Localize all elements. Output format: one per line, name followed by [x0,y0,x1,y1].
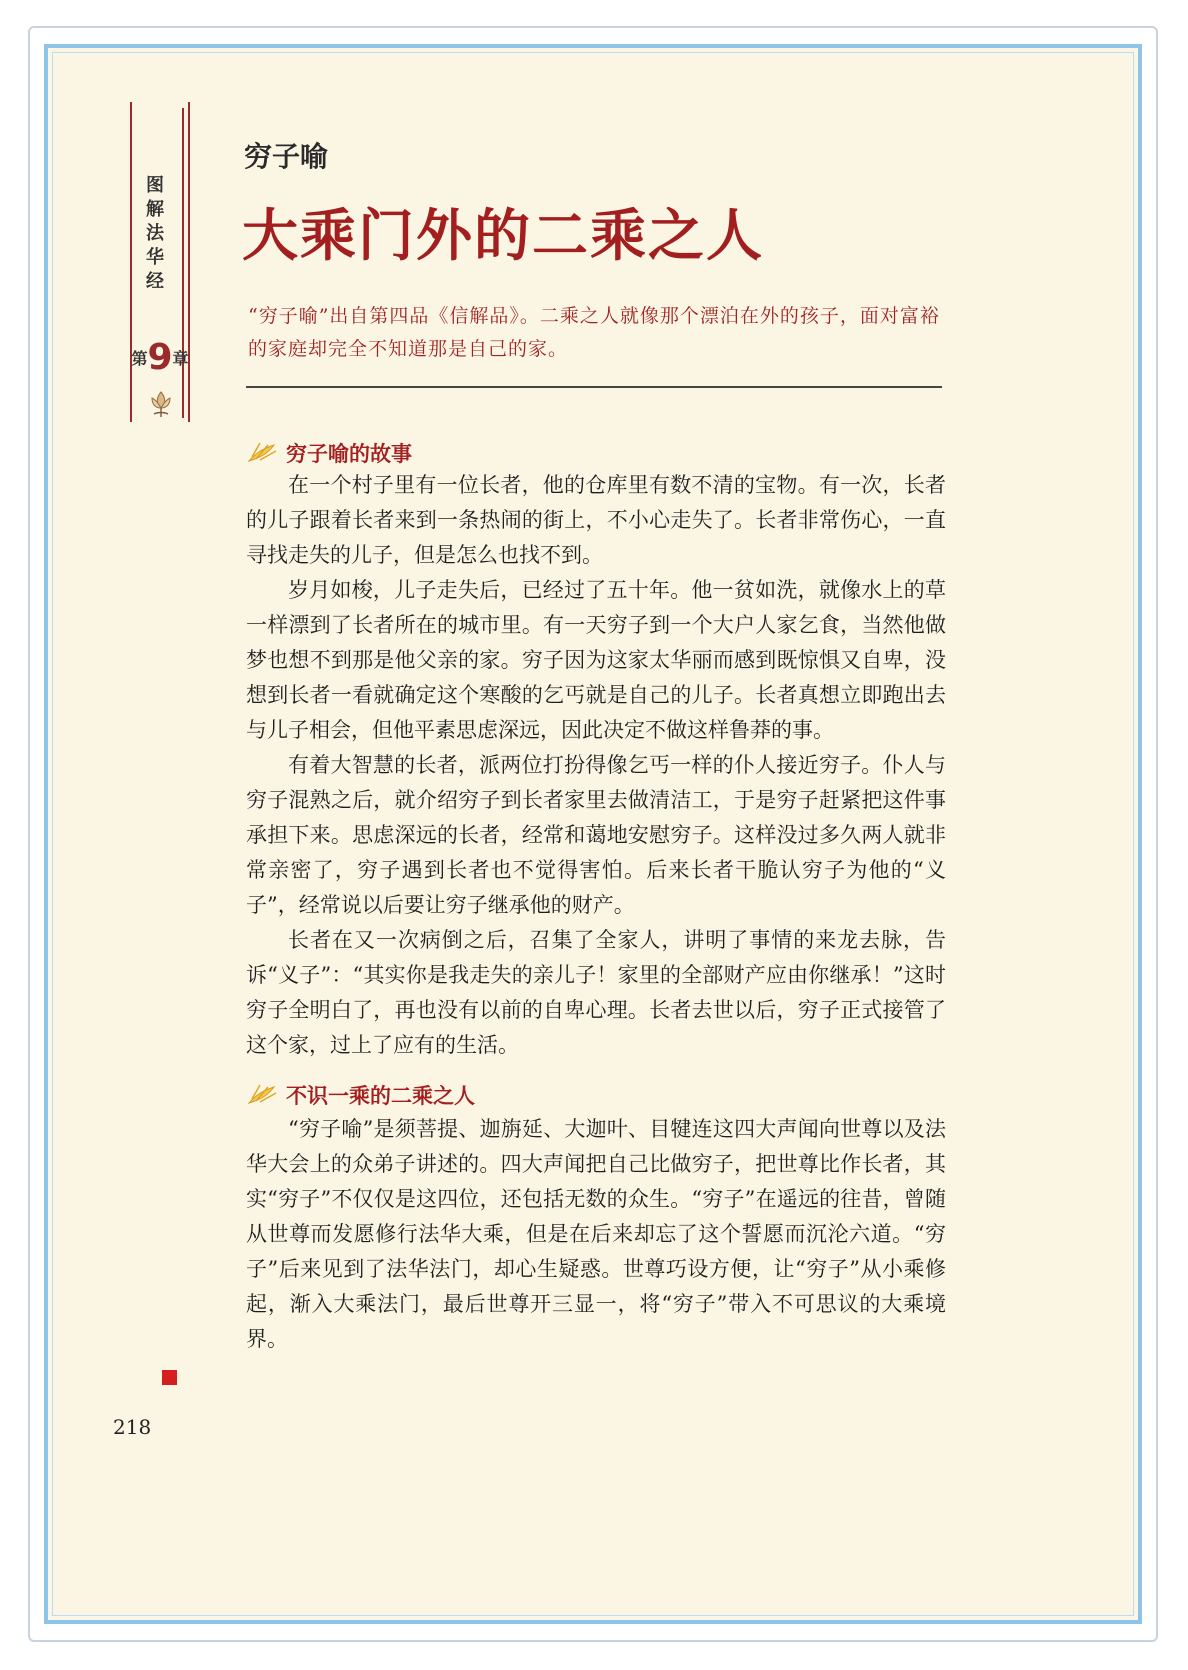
lotus-flower-icon [246,1081,280,1109]
page-title: 大乘门外的二乘之人 [242,203,764,269]
lotus-flower-icon [246,439,280,467]
lotus-icon [144,388,178,418]
paragraph: 岁月如梭，儿子走失后，已经过了五十年。他一贫如洗，就像水上的草一样漂到了长者所在的城市里。有一天穷子到一个大户人家乞食，当然他做梦也想不到那是他父亲的家。穷子因为这家太华丽而感到既惊惧又自卑，没想到长者一看就确定这个寒酸的乞丐就是自己的儿子。长者真想立即跑出去与儿子相会，但他平素思虑深远，因此决定不做这样鲁莽的事。 [246,578,946,742]
section-heading-2-text: 不识一乘的二乘之人 [286,1084,475,1108]
chapter-suffix: 章 [172,349,189,368]
paragraph: 有着大智慧的长者，派两位打扮得像乞丐一样的仆人接近穷子。仆人与穷子混熟之后，就介绍穷子到长者家里去做清洁工，于是穷子赶紧把这件事承担下来。思虑深远的长者，经常和蔼地安慰穷子。这样没过多久两人就非常亲密了，穷子遇到长者也不觉得害怕。后来长者干脆认穷子为他的“义子”，经常说以后要让穷子继承他的财产。 [246,753,946,917]
section-heading-1-text: 穷子喻的故事 [286,442,412,466]
page-marker [162,1370,177,1385]
chapter-number: 9 [147,337,173,378]
chapter-tab [130,102,190,422]
section-heading-1 [246,438,412,468]
section-heading-2 [246,1080,475,1110]
chapter-prefix: 第 [131,349,148,368]
paragraph: “穷子喻”是须菩提、迦旃延、大迦叶、目犍连这四大声闻向世尊以及法华大会上的众弟子讲述的。四大声闻把自己比做穷子，把世尊比作长者，其实“穷子”不仅仅是这四位，还包括无数的众生。“穷子”在遥远的往昔，曾随从世尊而发愿修行法华大乘，但是在后来却忘了这个誓愿而沉沦六道。“穷子”后来见到了法华法门，却心生疑惑。世尊巧设方便，让“穷子”从小乘修起，渐入大乘法门，最后世尊开三显一，将“穷子”带入不可思议的大乘境界。 [246,1117,946,1351]
title-divider [246,386,942,388]
section-2-body [246,1112,946,1357]
page-number: 218 [113,1415,152,1439]
paragraph: 长者在又一次病倒之后，召集了全家人，讲明了事情的来龙去脉，告诉“义子”：“其实你是我走失的亲儿子！家里的全部财产应由你继承！”这时穷子全明白了，再也没有以前的自卑心理。长者去世以后，穷子正式接管了这个家，过上了应有的生活。 [246,928,946,1057]
paragraph: 在一个村子里有一位长者，他的仓库里有数不清的宝物。有一次，长者的儿子跟着长者来到一条热闹的街上，不小心走失了。长者非常伤心，一直寻找走失的儿子，但是怎么也找不到。 [246,473,946,567]
subtitle: “穷子喻”出自第四品《信解品》。二乘之人就像那个漂泊在外的孩子，面对富裕的家庭却完全不知道那是自己的家。 [248,305,940,360]
kicker-title: 穷子喻 [244,140,329,173]
chapter-label [130,337,190,377]
series-title: 图 解 法 华 经 [146,175,164,292]
section-1-body [246,468,946,1063]
